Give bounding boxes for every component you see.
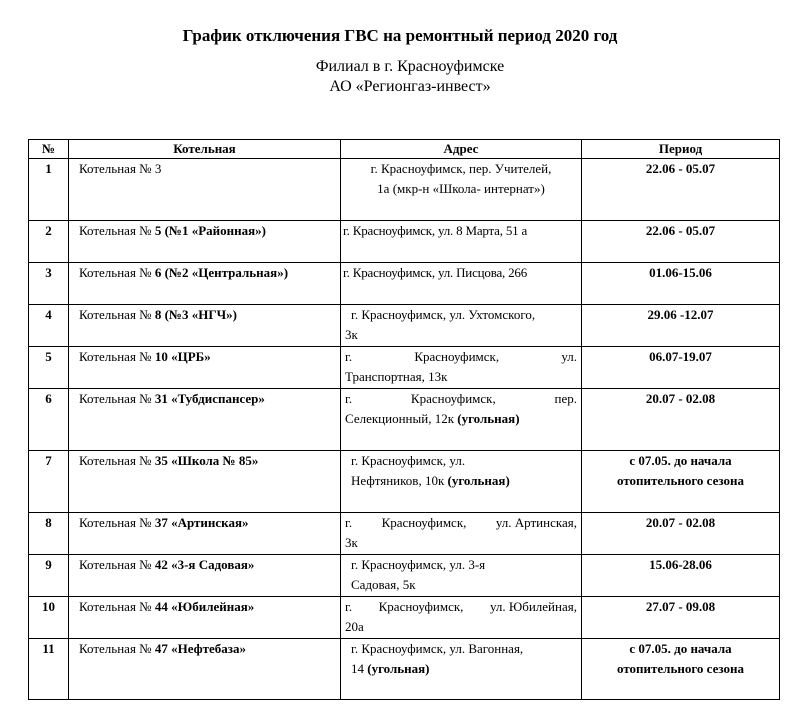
period-value: 22.06 - 05.07: [645, 161, 716, 176]
boiler-cell: [69, 347, 341, 389]
row-number: 4: [29, 305, 69, 347]
period-value: 20.07 - 02.08: [645, 391, 716, 406]
address-text: Селекционный, 12к: [345, 411, 455, 426]
boiler-cell: [69, 305, 341, 347]
period-cell: [582, 263, 780, 305]
address-word: г.: [345, 515, 353, 530]
table-row: [29, 305, 780, 347]
boiler-label: Котельная №: [79, 391, 152, 406]
col-header-period: Период: [582, 140, 780, 159]
boiler-label: Котельная № 3: [79, 161, 162, 176]
col-header-address: Адрес: [341, 140, 582, 159]
boiler-name: 37 «Артинская»: [154, 515, 249, 530]
period-cell: [582, 639, 780, 700]
address-line: г. Красноуфимск, ул. 8 Марта, 51 а: [343, 223, 528, 238]
boiler-name: 6 (№2 «Центральная»): [154, 265, 289, 280]
table-row: [29, 597, 780, 639]
period-cell: [582, 451, 780, 513]
row-number: 8: [29, 513, 69, 555]
period-cell: [582, 347, 780, 389]
boiler-cell: [69, 597, 341, 639]
boiler-name: 44 «Юбилейная»: [154, 599, 255, 614]
boiler-label: Котельная №: [79, 265, 152, 280]
address-line: 3к: [345, 535, 358, 550]
period-value: 29.06 -12.07: [647, 307, 714, 322]
address-word: г.: [345, 349, 353, 364]
row-number: 2: [29, 221, 69, 263]
boiler-cell: [69, 221, 341, 263]
boiler-label: Котельная №: [79, 307, 152, 322]
address-line: [345, 513, 577, 533]
boiler-label: Котельная №: [79, 223, 152, 238]
company-subtitle: АО «Регионгаз-инвест»: [329, 78, 491, 95]
address-line: [345, 389, 577, 409]
address-cell: [341, 555, 582, 597]
branch-subtitle: Филиал в г. Красноуфимске: [315, 58, 505, 75]
address-word: Красноуфимск,: [414, 349, 500, 364]
table-row: [29, 221, 780, 263]
address-cell: [341, 263, 582, 305]
address-note: (угольная): [447, 473, 510, 488]
address-line: 3к: [345, 327, 358, 342]
period-cell: [582, 221, 780, 263]
address-line: [345, 347, 577, 367]
address-word: г.: [345, 599, 353, 614]
boiler-label: Котельная №: [79, 453, 152, 468]
address-line: г. Красноуфимск, ул. Ухтомского,: [351, 307, 536, 322]
address-cell: [341, 639, 582, 700]
row-number: 9: [29, 555, 69, 597]
address-cell: [341, 451, 582, 513]
address-text: Нефтяников, 10к: [351, 473, 445, 488]
period-cell: [582, 389, 780, 451]
address-note: (угольная): [367, 661, 430, 676]
address-line: Транспортная, 13к: [345, 369, 448, 384]
schedule-table: [28, 139, 780, 700]
row-number: 7: [29, 451, 69, 513]
period-cell: [582, 159, 780, 221]
address-cell: [341, 221, 582, 263]
boiler-cell: [69, 389, 341, 451]
row-number: 11: [29, 639, 69, 700]
boiler-label: Котельная №: [79, 515, 152, 530]
address-word: Красноуфимск,: [410, 391, 496, 406]
table-header-row: [29, 140, 780, 159]
row-number: 6: [29, 389, 69, 451]
boiler-cell: [69, 263, 341, 305]
table-row: [29, 639, 780, 700]
address-cell: [341, 159, 582, 221]
table-row: [29, 263, 780, 305]
address-word: г.: [345, 391, 353, 406]
address-line: г. Красноуфимск, ул.: [351, 453, 466, 468]
period-value: отопительного сезона: [616, 473, 744, 488]
address-cell: [341, 389, 582, 451]
period-value: 01.06-15.06: [649, 265, 712, 280]
address-note: (угольная): [457, 411, 520, 426]
address-cell: [341, 597, 582, 639]
boiler-name: 5 (№1 «Районная»): [154, 223, 267, 238]
address-line: [345, 597, 577, 617]
period-value: 27.07 - 09.08: [645, 599, 716, 614]
address-line: г. Красноуфимск, пер. Учителей,: [370, 161, 552, 176]
boiler-label: Котельная №: [79, 641, 152, 656]
period-value: 20.07 - 02.08: [645, 515, 716, 530]
address-cell: [341, 305, 582, 347]
boiler-cell: [69, 159, 341, 221]
row-number: 3: [29, 263, 69, 305]
row-number: 5: [29, 347, 69, 389]
address-word: ул.: [561, 349, 577, 364]
address-word: пер.: [554, 391, 577, 406]
col-header-number: №: [29, 140, 69, 159]
boiler-name: 31 «Тубдиспансер»: [154, 391, 265, 406]
address-line: [345, 409, 577, 429]
address-line: [351, 659, 577, 679]
address-line: г. Красноуфимск, ул. 3-я: [351, 557, 486, 572]
address-cell: [341, 347, 582, 389]
address-text: 14: [351, 661, 364, 676]
table-row: [29, 513, 780, 555]
address-word: Красноуфимск,: [378, 599, 464, 614]
boiler-name: 47 «Нефтебаза»: [154, 641, 247, 656]
period-cell: [582, 305, 780, 347]
boiler-cell: [69, 639, 341, 700]
address-line: Садовая, 5к: [351, 577, 416, 592]
period-value: с 07.05. до начала: [629, 641, 732, 656]
period-cell: [582, 555, 780, 597]
table-row: [29, 389, 780, 451]
address-line: 20а: [345, 619, 364, 634]
address-line: [351, 471, 577, 491]
boiler-name: 35 «Школа № 85»: [154, 453, 259, 468]
address-line: 1а (мкр-н «Школа- интернат»): [377, 181, 545, 196]
table-row: [29, 451, 780, 513]
table-row: [29, 347, 780, 389]
period-cell: [582, 513, 780, 555]
boiler-cell: [69, 451, 341, 513]
table-row: [29, 555, 780, 597]
period-value: 15.06-28.06: [649, 557, 712, 572]
boiler-name: 10 «ЦРБ»: [154, 349, 211, 364]
period-value: 06.07-19.07: [649, 349, 712, 364]
address-word: Красноуфимск,: [381, 515, 467, 530]
address-line: г. Красноуфимск, ул. Вагонная,: [351, 641, 524, 656]
row-number: 10: [29, 597, 69, 639]
table-row: [29, 159, 780, 221]
boiler-name: 8 (№3 «НГЧ»): [154, 307, 237, 322]
address-cell: [341, 513, 582, 555]
boiler-cell: [69, 555, 341, 597]
period-value: отопительного сезона: [616, 661, 744, 676]
period-cell: [582, 597, 780, 639]
boiler-label: Котельная №: [79, 349, 152, 364]
address-word: ул. Юбилейная,: [489, 599, 577, 614]
row-number: 1: [29, 159, 69, 221]
boiler-cell: [69, 513, 341, 555]
boiler-label: Котельная №: [79, 557, 152, 572]
boiler-name: 42 «3-я Садовая»: [154, 557, 255, 572]
document-title: График отключения ГВС на ремонтный период 2020 год: [182, 26, 618, 45]
boiler-label: Котельная №: [79, 599, 152, 614]
address-word: ул. Артинская,: [495, 515, 577, 530]
address-line: г. Красноуфимск, ул. Писцова, 266: [343, 265, 528, 280]
col-header-boiler: Котельная: [69, 140, 341, 159]
period-value: 22.06 - 05.07: [645, 223, 716, 238]
period-value: с 07.05. до начала: [629, 453, 732, 468]
